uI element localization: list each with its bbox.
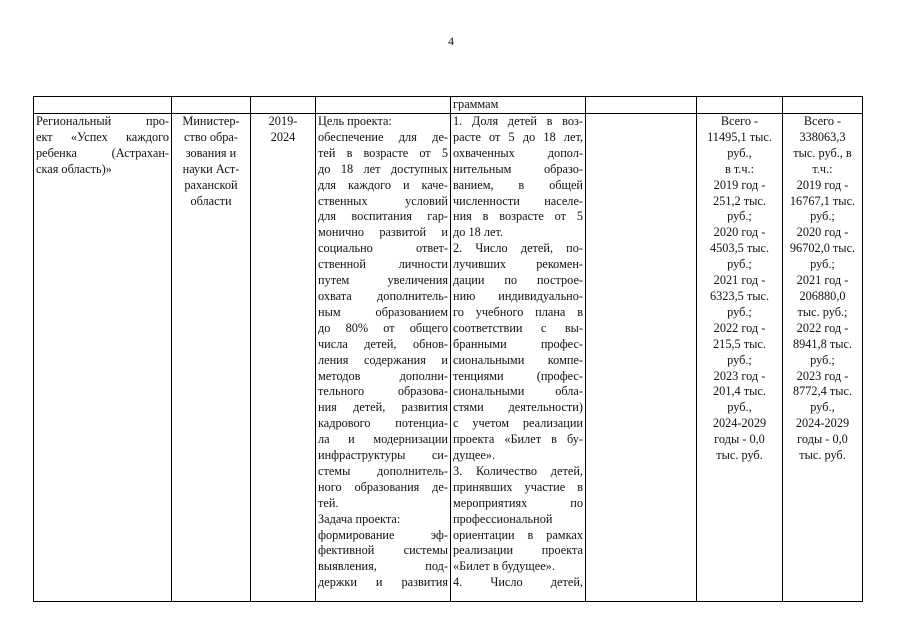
text-line: 206880,0 xyxy=(799,288,846,303)
indicators-tail-cell xyxy=(451,97,586,114)
text-line: нительным образо- xyxy=(453,161,583,176)
table-row-continuation xyxy=(34,97,863,114)
text-line: 2021 год - xyxy=(796,273,849,288)
text-line: ство обра- xyxy=(184,129,238,144)
text-line: до 18 лет доступных xyxy=(318,161,448,176)
text-line: ребенка (Астрахан- xyxy=(36,145,169,160)
text-line: 2024-2029 xyxy=(795,416,850,431)
text-line: Цель проекта: xyxy=(318,114,392,128)
text-line: путем увеличения xyxy=(318,273,448,288)
cell-empty xyxy=(586,114,697,602)
text-line: руб.; xyxy=(810,209,835,224)
goal-lines xyxy=(318,114,448,591)
text-line: 2023 год - xyxy=(796,368,849,383)
text-line: 2019- xyxy=(268,114,298,128)
text-line: ления содержания и xyxy=(318,352,448,367)
text-line: 2024-2029 xyxy=(712,416,767,431)
text-line: стями деятельности) xyxy=(453,400,583,415)
text-line: тыс. руб.; xyxy=(797,304,848,319)
text-line: 4503,5 тыс. xyxy=(709,241,770,256)
text-line: 201,4 тыс. xyxy=(713,384,766,399)
text-line: науки Аст- xyxy=(182,161,240,176)
text-line: руб.; xyxy=(810,257,835,272)
text-line: го учебного плана в xyxy=(453,304,583,319)
text-line: тыс. руб. xyxy=(716,448,763,463)
text-line: принявших участие в xyxy=(453,479,583,494)
funding-a-lines xyxy=(699,114,780,464)
indicator-lines xyxy=(453,114,583,591)
text-line: 6323,5 тыс. xyxy=(709,288,770,303)
period-lines xyxy=(253,114,313,146)
text-line: 2022 год - xyxy=(713,320,766,335)
page-number: 4 xyxy=(448,34,454,48)
text-line: 2023 год - xyxy=(713,368,766,383)
text-line: расте от 5 до 18 лет, xyxy=(453,129,583,144)
text-line: держки и развития xyxy=(318,575,448,590)
indicators-cell xyxy=(451,114,586,602)
text-line: 1. Доля детей в воз- xyxy=(453,114,583,128)
cell-empty xyxy=(172,97,251,114)
project-name-cell xyxy=(34,114,172,602)
text-line: бранными профес- xyxy=(453,336,583,351)
text-line: 2022 год - xyxy=(796,320,849,335)
text-line: ла и модернизации xyxy=(318,432,448,447)
text-line: руб.; xyxy=(727,352,752,367)
text-line: 16767,1 тыс. xyxy=(789,193,856,208)
text-line: численности населе- xyxy=(453,193,583,208)
text-line: руб.; xyxy=(810,352,835,367)
text-line: охвата дополнитель- xyxy=(318,288,448,303)
cell-empty xyxy=(34,97,172,114)
text-line: 96702,0 тыс. xyxy=(789,241,856,256)
text-line: стемы дополнитель- xyxy=(318,463,448,478)
text-line: 2020 год - xyxy=(796,225,849,240)
text-line: руб.; xyxy=(727,304,752,319)
text-line: ственных условий xyxy=(318,193,448,208)
text-line: 8941,8 тыс. xyxy=(792,336,853,351)
text-line: Всего - xyxy=(720,114,759,128)
text-line: соответствии с вы- xyxy=(453,320,583,335)
text-line: тыс. руб., в xyxy=(793,145,852,160)
text-line: дущее». xyxy=(453,448,496,463)
text-line: руб., xyxy=(810,400,835,415)
cell-empty xyxy=(586,97,697,114)
text-line: монично развитой и xyxy=(318,225,448,240)
responsible-lines xyxy=(174,114,248,209)
cell-empty xyxy=(316,97,451,114)
period-cell xyxy=(251,114,316,602)
text-line: 2024 xyxy=(270,129,296,144)
text-line: социально ответ- xyxy=(318,241,448,256)
text-line: ния детей, развития xyxy=(318,400,448,415)
text-line: проекта «Билет в бу- xyxy=(453,432,583,447)
text-line: тей в возрасте от 5 xyxy=(318,145,448,160)
text-line: ственной личности xyxy=(318,257,448,272)
text-line: руб.; xyxy=(727,209,752,224)
text-line: руб.; xyxy=(727,257,752,272)
text-line: в т.ч.: xyxy=(724,161,755,176)
indicators-tail-text: граммам xyxy=(453,97,499,111)
text-line: 8772,4 тыс. xyxy=(792,384,853,399)
goal-cell xyxy=(316,114,451,602)
text-line: реализации проекта xyxy=(453,543,583,558)
text-line: 3. Количество детей, xyxy=(453,463,583,478)
text-line: т.ч.: xyxy=(812,161,833,176)
text-line: для каждого и каче- xyxy=(318,177,448,192)
text-line: лучивших рекомен- xyxy=(453,257,583,272)
text-line: 2019 год - xyxy=(713,177,766,192)
text-line: до 18 лет. xyxy=(453,225,503,240)
text-line: Задача проекта: xyxy=(318,511,401,526)
text-line: тенциями (профес- xyxy=(453,368,583,383)
text-line: зования и xyxy=(185,145,237,160)
text-line: выявления, под- xyxy=(318,559,448,574)
text-line: формирование эф- xyxy=(318,527,448,542)
text-line: 2. Число детей, по- xyxy=(453,241,583,256)
text-line: «Билет в будущее». xyxy=(453,559,555,574)
text-line: 2019 год - xyxy=(796,177,849,192)
text-line: тельного образова- xyxy=(318,384,448,399)
table-row-project xyxy=(34,114,863,602)
text-line: 338063,3 xyxy=(799,129,846,144)
text-line: 2020 год - xyxy=(713,225,766,240)
text-line: ект «Успех каждого xyxy=(36,129,169,144)
text-line: сиональными обла- xyxy=(453,384,583,399)
text-line: числа детей, обнов- xyxy=(318,336,448,351)
text-line: ская область)» xyxy=(36,161,112,176)
text-line: для воспитания гар- xyxy=(318,209,448,224)
text-line: ориентации в рамках xyxy=(453,527,583,542)
responsible-cell xyxy=(172,114,251,602)
text-line: раханской xyxy=(184,177,238,192)
text-line: 2021 год - xyxy=(713,273,766,288)
text-line: Всего - xyxy=(803,114,842,128)
text-line: нию индивидуально- xyxy=(453,288,583,303)
text-line: Министер- xyxy=(182,114,240,128)
text-line: Региональный про- xyxy=(36,114,169,128)
text-line: инфраструктуры си- xyxy=(318,448,448,463)
text-line: фективной системы xyxy=(318,543,448,558)
text-line: до 80% от общего xyxy=(318,320,448,335)
text-line: годы - 0,0 xyxy=(714,432,765,447)
text-line: методов дополни- xyxy=(318,368,448,383)
text-line: кадрового потенциа- xyxy=(318,416,448,431)
text-line: ным образованием xyxy=(318,304,448,319)
text-line: обеспечение для де- xyxy=(318,129,448,144)
text-line: ного образования де- xyxy=(318,479,448,494)
text-line: мероприятиях по xyxy=(453,495,583,510)
cell-empty xyxy=(251,97,316,114)
text-line: 215,5 тыс. xyxy=(713,336,766,351)
funding-b-lines xyxy=(785,114,860,464)
program-table xyxy=(33,96,863,602)
cell-empty xyxy=(697,97,783,114)
text-line: 4. Число детей, xyxy=(453,575,583,590)
text-line: дации по построе- xyxy=(453,273,583,288)
text-line: профессиональной xyxy=(453,511,553,526)
text-line: тей. xyxy=(318,495,339,510)
text-line: ванием, в общей xyxy=(453,177,583,192)
text-line: области xyxy=(190,193,232,208)
text-line: 251,2 тыс. xyxy=(713,193,766,208)
funding-total-cell xyxy=(783,114,863,602)
text-line: ния в возрасте от 5 xyxy=(453,209,583,224)
funding-federal-cell xyxy=(697,114,783,602)
text-line: с учетом реализации xyxy=(453,416,583,431)
text-line: сиональными компе- xyxy=(453,352,583,367)
project-name-lines xyxy=(36,114,169,178)
text-line: 11495,1 тыс. xyxy=(707,129,772,144)
text-line: годы - 0,0 xyxy=(797,432,848,447)
text-line: тыс. руб. xyxy=(799,448,846,463)
text-line: руб., xyxy=(727,400,752,415)
text-line: руб., xyxy=(727,145,752,160)
text-line: охваченных допол- xyxy=(453,145,583,160)
cell-empty xyxy=(783,97,863,114)
